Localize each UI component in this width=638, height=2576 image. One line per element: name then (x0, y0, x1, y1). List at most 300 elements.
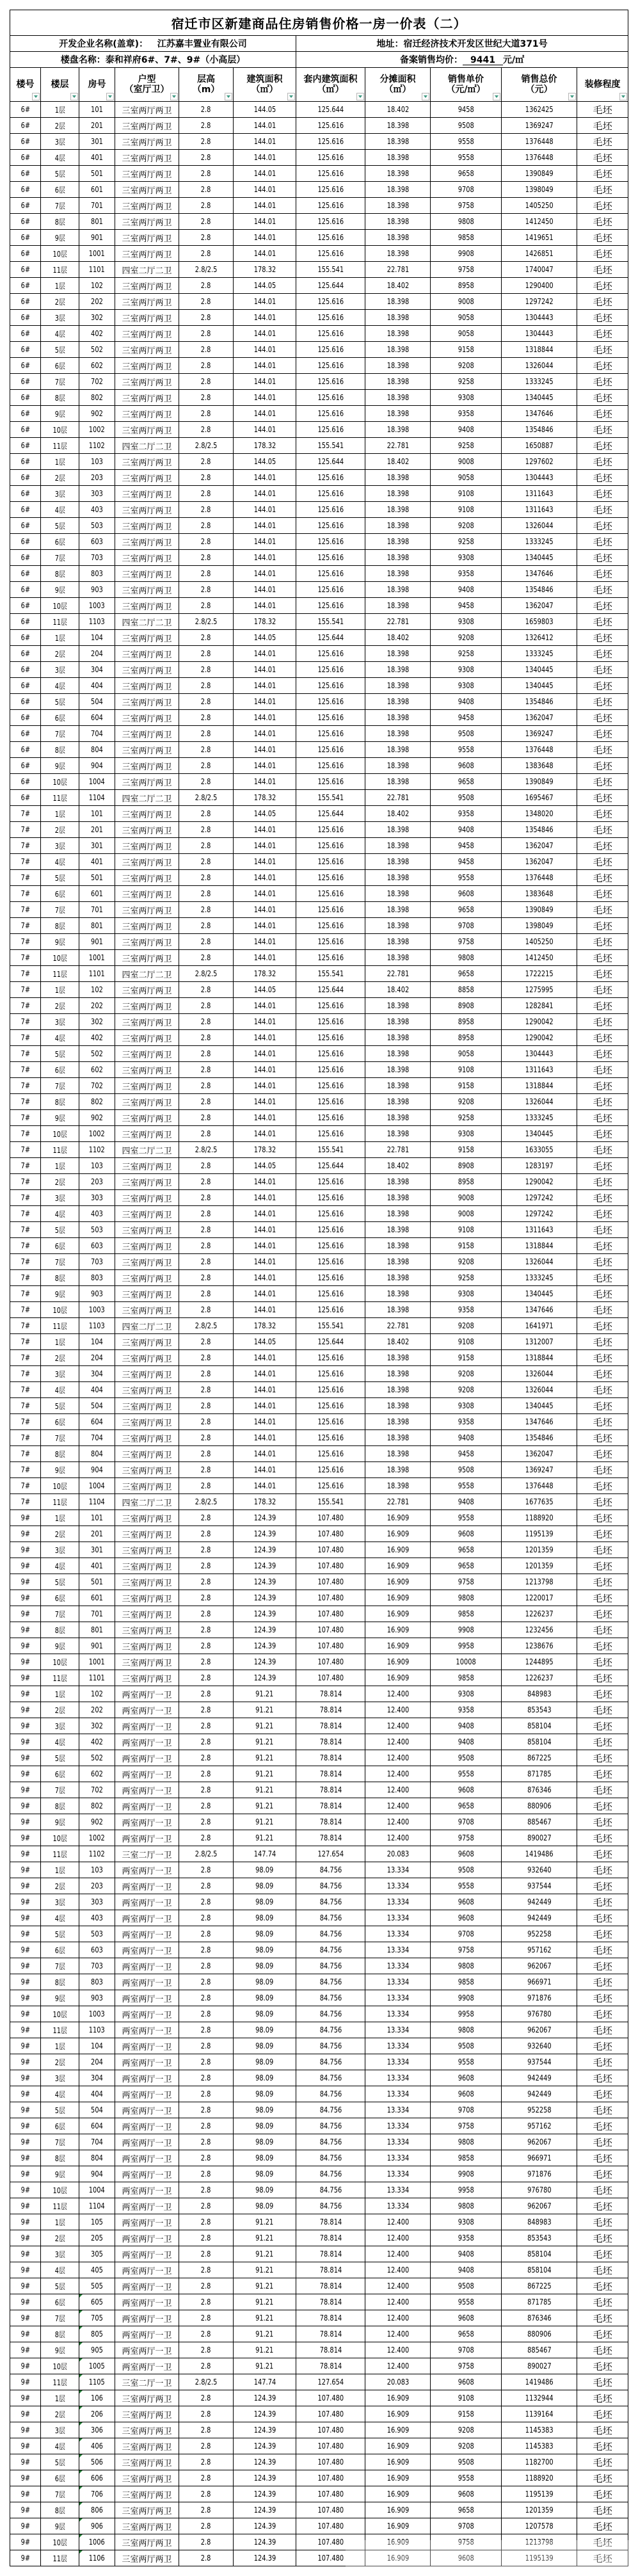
unit-price-value: 9208 (458, 361, 474, 370)
filter-dropdown-button[interactable] (422, 93, 429, 101)
project-name: 泰和祥府6#、7#、9#（小高层） (105, 55, 246, 65)
building-value: 7# (20, 1337, 30, 1346)
cell-total-price (502, 742, 577, 758)
floor-value: 10层 (52, 1129, 67, 1139)
gross-area-value: 144.01 (253, 1097, 276, 1106)
gross-area-value: 98.09 (255, 2073, 274, 2082)
total-price-value: 1376448 (525, 1481, 554, 1490)
filter-dropdown-button[interactable] (170, 93, 178, 101)
cell-net-area (296, 550, 365, 566)
gross-area-value: 144.05 (253, 1161, 276, 1170)
cell-building (10, 2550, 41, 2566)
gross-area-value: 91.21 (255, 1833, 274, 1842)
cell-floor-height (179, 1862, 234, 1878)
cell-layout (115, 262, 179, 278)
cell-room (79, 1110, 115, 1126)
table-row (10, 1430, 628, 1446)
cell-floor-height (179, 822, 234, 838)
cell-net-area (296, 630, 365, 646)
cell-shared-area (365, 1382, 431, 1398)
room-value: 303 (91, 1193, 103, 1202)
filter-dropdown-button[interactable] (106, 93, 114, 101)
room-value: 804 (91, 2153, 103, 2162)
cell-gross-area (234, 1302, 296, 1318)
net-area-value: 107.480 (317, 2554, 344, 2563)
floor-height-value: 2.8 (201, 1225, 211, 1234)
table-row (10, 2166, 628, 2182)
cell-decoration (577, 1558, 628, 1574)
room-value: 302 (91, 1721, 103, 1730)
cell-floor-height (179, 422, 234, 438)
cell-floor-height (179, 630, 234, 646)
room-value: 1106 (88, 2554, 106, 2563)
decoration-value: 毛坯 (593, 1032, 612, 1044)
shared-area-value: 13.334 (387, 2105, 409, 2114)
unit-price-value: 9808 (458, 1593, 474, 1602)
cell-gross-area (234, 726, 296, 742)
cell-room (79, 2518, 115, 2534)
shared-area-value: 12.400 (387, 1785, 409, 1794)
cell-shared-area (365, 294, 431, 310)
cell-total-price (502, 1430, 577, 1446)
shared-area-value: 13.334 (387, 2073, 409, 2082)
cell-total-price (502, 262, 577, 278)
error-indicator-icon (79, 2550, 83, 2554)
cell-layout (115, 1302, 179, 1318)
building-value: 6# (20, 425, 30, 434)
cell-floor-height (179, 1430, 234, 1446)
cell-building (10, 2294, 41, 2310)
table-row (10, 1590, 628, 1606)
unit-price-value: 9608 (458, 1913, 474, 1922)
cell-gross-area (234, 2294, 296, 2310)
shared-area-value: 16.909 (387, 1577, 409, 1586)
floor-height-value: 2.8 (201, 1785, 211, 1794)
building-value: 7# (20, 1001, 30, 1010)
building-value: 7# (20, 857, 30, 866)
cell-unit-price (431, 1750, 502, 1766)
cell-building (10, 390, 41, 406)
layout-value: 三室两厅两卫 (122, 554, 172, 564)
table-row (10, 1110, 628, 1126)
table-row (10, 1478, 628, 1494)
shared-area-value: 13.334 (387, 2202, 409, 2210)
cell-floor (41, 1094, 79, 1110)
cell-floor-height (179, 134, 234, 150)
cell-floor-height (179, 806, 234, 822)
total-price-value: 962067 (527, 2137, 552, 2146)
cell-total-price (502, 374, 577, 390)
gross-area-value: 124.39 (253, 2458, 276, 2467)
cell-total-price (502, 2102, 577, 2118)
cell-net-area (296, 1094, 365, 1110)
cell-floor (41, 726, 79, 742)
unit-price-value: 9358 (458, 1705, 474, 1714)
cell-floor-height (179, 2438, 234, 2454)
cell-total-price (502, 2118, 577, 2134)
shared-area-value: 13.334 (387, 1881, 409, 1890)
cell-total-price (502, 1014, 577, 1030)
cell-gross-area (234, 2054, 296, 2070)
shared-area-value: 18.398 (387, 1241, 409, 1250)
building-value: 6# (20, 505, 30, 514)
cell-room (79, 2230, 115, 2246)
table-row (10, 1798, 628, 1814)
cell-floor (41, 2310, 79, 2326)
floor-height-value: 2.8 (201, 233, 211, 242)
cell-shared-area (365, 838, 431, 854)
net-area-value: 125.616 (317, 601, 344, 610)
decoration-value: 毛坯 (593, 760, 612, 772)
decoration-value: 毛坯 (593, 488, 612, 500)
floor-value: 8层 (54, 1273, 65, 1283)
cell-floor (41, 1014, 79, 1030)
cell-total-price (502, 1942, 577, 1958)
cell-floor (41, 1782, 79, 1798)
table-row (10, 1318, 628, 1334)
unit-price-value: 9358 (458, 569, 474, 578)
decoration-value: 毛坯 (593, 1720, 612, 1732)
total-price-value: 1195139 (525, 2554, 554, 2563)
column-header-floor (41, 68, 79, 102)
cell-decoration (577, 1174, 628, 1190)
total-price-value: 1145383 (525, 2442, 554, 2451)
cell-decoration (577, 1926, 628, 1942)
cell-layout (115, 1974, 179, 1990)
header-label: 套内建筑面积 (303, 74, 358, 85)
floor-value: 1层 (54, 1337, 65, 1347)
unit-price-value: 9058 (458, 473, 474, 482)
layout-value: 两室两厅一卫 (122, 2250, 172, 2260)
cell-floor (41, 774, 79, 790)
cell-layout (115, 1238, 179, 1254)
shared-area-value: 12.400 (387, 1817, 409, 1826)
project-cell (10, 52, 296, 68)
floor-value: 8层 (54, 393, 65, 403)
cell-floor (41, 710, 79, 726)
floor-height-value: 2.8 (201, 873, 211, 882)
cell-building (10, 2022, 41, 2038)
layout-value: 三室两厅两卫 (122, 1114, 172, 1124)
cell-layout (115, 870, 179, 886)
cell-total-price (502, 1094, 577, 1110)
floor-value: 3层 (54, 137, 65, 147)
cell-floor-height (179, 1238, 234, 1254)
cell-unit-price (431, 134, 502, 150)
filter-dropdown-button[interactable] (356, 93, 364, 101)
unit-price-value: 9258 (458, 1273, 474, 1282)
table-row (10, 518, 628, 534)
shared-area-value: 18.398 (387, 697, 409, 706)
layout-value: 三室两厅两卫 (122, 906, 172, 916)
cell-net-area (296, 1206, 365, 1222)
table-row (10, 310, 628, 326)
cell-unit-price (431, 790, 502, 806)
cell-layout (115, 422, 179, 438)
cell-gross-area (234, 470, 296, 486)
cell-layout (115, 854, 179, 870)
cell-gross-area (234, 2278, 296, 2294)
filter-dropdown-button[interactable] (619, 93, 627, 101)
room-value: 904 (91, 761, 103, 770)
net-area-value: 84.756 (319, 2105, 342, 2114)
cell-layout (115, 486, 179, 502)
cell-unit-price (431, 2246, 502, 2262)
cell-net-area (296, 1286, 365, 1302)
cell-layout (115, 2406, 179, 2422)
cell-floor-height (179, 2278, 234, 2294)
building-value: 7# (20, 1449, 30, 1458)
unit-price-value: 9758 (458, 937, 474, 946)
cell-unit-price (431, 1254, 502, 1270)
floor-value: 3层 (54, 313, 65, 323)
net-area-value: 84.756 (319, 2073, 342, 2082)
unit-price-value: 9758 (458, 2121, 474, 2130)
filter-dropdown-button[interactable] (32, 93, 40, 101)
building-value: 6# (20, 489, 30, 498)
cell-unit-price (431, 262, 502, 278)
layout-value: 三室两厅两卫 (122, 810, 172, 820)
shared-area-value: 16.909 (387, 1625, 409, 1634)
layout-value: 三室两厅两卫 (122, 2506, 172, 2516)
cell-net-area (296, 1174, 365, 1190)
cell-decoration (577, 1190, 628, 1206)
table-row (10, 614, 628, 630)
cell-room (79, 1510, 115, 1526)
cell-layout (115, 806, 179, 822)
floor-height-value: 2.8 (201, 1049, 211, 1058)
shared-area-value: 18.398 (387, 1097, 409, 1106)
filter-dropdown-button[interactable] (225, 93, 232, 101)
gross-area-value: 144.01 (253, 729, 276, 738)
header-sublabel: （m） (192, 85, 220, 95)
cell-total-price (502, 534, 577, 550)
total-price-value: 1347646 (525, 1417, 554, 1426)
cell-total-price (502, 182, 577, 198)
cell-floor-height (179, 1206, 234, 1222)
floor-height-value: 2.8 (201, 1769, 211, 1778)
cell-shared-area (365, 774, 431, 790)
room-value: 504 (91, 697, 103, 706)
room-value: 1003 (88, 601, 106, 610)
floor-value: 1层 (54, 2041, 65, 2051)
layout-value: 三室两厅两卫 (122, 154, 172, 164)
unit-price-value: 9558 (458, 1513, 474, 1522)
total-price-value: 1297242 (525, 297, 554, 306)
cell-layout (115, 1894, 179, 1910)
cell-layout (115, 470, 179, 486)
cell-decoration (577, 1670, 628, 1686)
unit-price-value: 9308 (458, 553, 474, 562)
room-value: 1005 (88, 2362, 106, 2371)
floor-height-value: 2.8 (201, 1401, 211, 1410)
layout-value: 三室两厅两卫 (122, 1578, 172, 1588)
cell-room (79, 710, 115, 726)
decoration-value: 毛坯 (593, 1464, 612, 1476)
room-value: 404 (91, 2089, 103, 2098)
net-area-value: 84.756 (319, 2025, 342, 2034)
cell-shared-area (365, 2150, 431, 2166)
total-price-value: 1659803 (525, 617, 554, 626)
layout-value: 三室两厅两卫 (122, 730, 172, 740)
table-row (10, 1558, 628, 1574)
building-value: 9# (20, 1833, 30, 1842)
cell-decoration (577, 1286, 628, 1302)
cell-floor (41, 502, 79, 518)
cell-total-price (502, 2422, 577, 2438)
net-area-value: 125.616 (317, 825, 344, 834)
net-area-value: 107.480 (317, 1625, 344, 1634)
cell-layout (115, 2134, 179, 2150)
table-row (10, 1814, 628, 1830)
cell-floor-height (179, 2166, 234, 2182)
table-row (10, 1894, 628, 1910)
cell-building (10, 182, 41, 198)
cell-room (79, 1382, 115, 1398)
cell-floor-height (179, 310, 234, 326)
unit-price-value: 8958 (458, 1033, 474, 1042)
cell-building (10, 486, 41, 502)
unit-price-value: 9658 (458, 905, 474, 914)
building-value: 6# (20, 217, 30, 226)
room-value: 1101 (88, 265, 106, 274)
cell-total-price (502, 1286, 577, 1302)
cell-building (10, 646, 41, 662)
floor-value: 9层 (54, 233, 65, 243)
cell-unit-price (431, 454, 502, 470)
gross-area-value: 144.01 (253, 153, 276, 162)
cell-net-area (296, 134, 365, 150)
cell-decoration (577, 1382, 628, 1398)
floor-value: 5层 (54, 1225, 65, 1235)
cell-floor (41, 2486, 79, 2502)
cell-unit-price (431, 2182, 502, 2198)
cell-gross-area (234, 438, 296, 454)
decoration-value: 毛坯 (593, 1544, 612, 1556)
shared-area-value: 18.398 (387, 1065, 409, 1074)
cell-floor (41, 1878, 79, 1894)
column-header-gross-area (234, 68, 296, 102)
cell-building (10, 1942, 41, 1958)
cell-layout (115, 2518, 179, 2534)
layout-value: 三室两厅两卫 (122, 874, 172, 884)
table-row (10, 2342, 628, 2358)
cell-floor (41, 2470, 79, 2486)
room-value: 1001 (88, 953, 106, 962)
filter-dropdown-button[interactable] (568, 93, 576, 101)
filter-dropdown-button[interactable] (70, 93, 78, 101)
header-label: 层高 (197, 74, 215, 85)
unit-price-value: 9508 (458, 1865, 474, 1874)
shared-area-value: 18.398 (387, 1049, 409, 1058)
total-price-value: 1333245 (525, 649, 554, 658)
shared-area-value: 16.909 (387, 2522, 409, 2531)
total-price-value: 1405250 (525, 937, 554, 946)
decoration-value: 毛坯 (593, 2552, 612, 2564)
cell-layout (115, 2262, 179, 2278)
cell-layout (115, 694, 179, 710)
gross-area-value: 178.32 (253, 441, 276, 450)
floor-height-value: 2.8 (201, 2153, 211, 2162)
room-value: 404 (91, 1385, 103, 1394)
cell-gross-area (234, 2006, 296, 2022)
decoration-value: 毛坯 (593, 2312, 612, 2324)
cell-building (10, 534, 41, 550)
decoration-value: 毛坯 (593, 1928, 612, 1940)
cell-room (79, 422, 115, 438)
unit-price-value: 9258 (458, 1113, 474, 1122)
cell-unit-price (431, 1446, 502, 1462)
cell-decoration (577, 1830, 628, 1846)
cell-floor (41, 550, 79, 566)
table-row (10, 102, 628, 118)
floor-height-value: 2.8 (201, 2234, 211, 2242)
cell-building (10, 2118, 41, 2134)
cell-room (79, 1734, 115, 1750)
layout-value: 四室二厅二卫 (122, 1322, 172, 1332)
cell-decoration (577, 1718, 628, 1734)
floor-height-value: 2.8/2.5 (195, 969, 218, 978)
shared-area-value: 13.334 (387, 1977, 409, 1986)
cell-unit-price (431, 1878, 502, 1894)
filter-dropdown-button[interactable] (493, 93, 500, 101)
cell-floor-height (179, 1142, 234, 1158)
filter-dropdown-button[interactable] (287, 93, 295, 101)
net-area-value: 78.814 (319, 2234, 342, 2242)
table-row (10, 1958, 628, 1974)
cell-building (10, 1094, 41, 1110)
total-price-value: 1383648 (525, 761, 554, 770)
gross-area-value: 144.01 (253, 569, 276, 578)
net-area-value: 125.616 (317, 889, 344, 898)
error-indicator-icon (79, 2390, 83, 2394)
layout-value: 三室两厅两卫 (122, 1098, 172, 1108)
cell-room (79, 262, 115, 278)
cell-total-price (502, 2038, 577, 2054)
layout-value: 两室两厅一卫 (122, 2282, 172, 2292)
header-sublabel: （室厅卫） (124, 85, 170, 95)
cell-floor (41, 646, 79, 662)
cell-building (10, 454, 41, 470)
decoration-value: 毛坯 (593, 1992, 612, 2004)
cell-gross-area (234, 2518, 296, 2534)
cell-floor-height (179, 2310, 234, 2326)
room-value: 1105 (88, 2378, 106, 2387)
net-area-value: 125.616 (317, 841, 344, 850)
unit-price-value: 9708 (458, 2105, 474, 2114)
room-value: 405 (91, 2266, 103, 2274)
cell-net-area (296, 262, 365, 278)
cell-decoration (577, 278, 628, 294)
net-area-value: 107.480 (317, 2474, 344, 2483)
total-price-value: 890027 (527, 2362, 552, 2371)
net-area-value: 155.541 (317, 265, 344, 274)
decoration-value: 毛坯 (593, 1288, 612, 1300)
building-value: 9# (20, 2538, 30, 2547)
cell-floor (41, 422, 79, 438)
total-price-value: 1362047 (525, 841, 554, 850)
cell-layout (115, 2470, 179, 2486)
cell-unit-price (431, 358, 502, 374)
cell-net-area (296, 1430, 365, 1446)
cell-floor (41, 2550, 79, 2566)
cell-decoration (577, 2198, 628, 2214)
unit-price-value: 8908 (458, 1001, 474, 1010)
cell-unit-price (431, 2310, 502, 2326)
cell-layout (115, 182, 179, 198)
floor-value: 4层 (54, 2442, 65, 2451)
unit-price-value: 9408 (458, 825, 474, 834)
